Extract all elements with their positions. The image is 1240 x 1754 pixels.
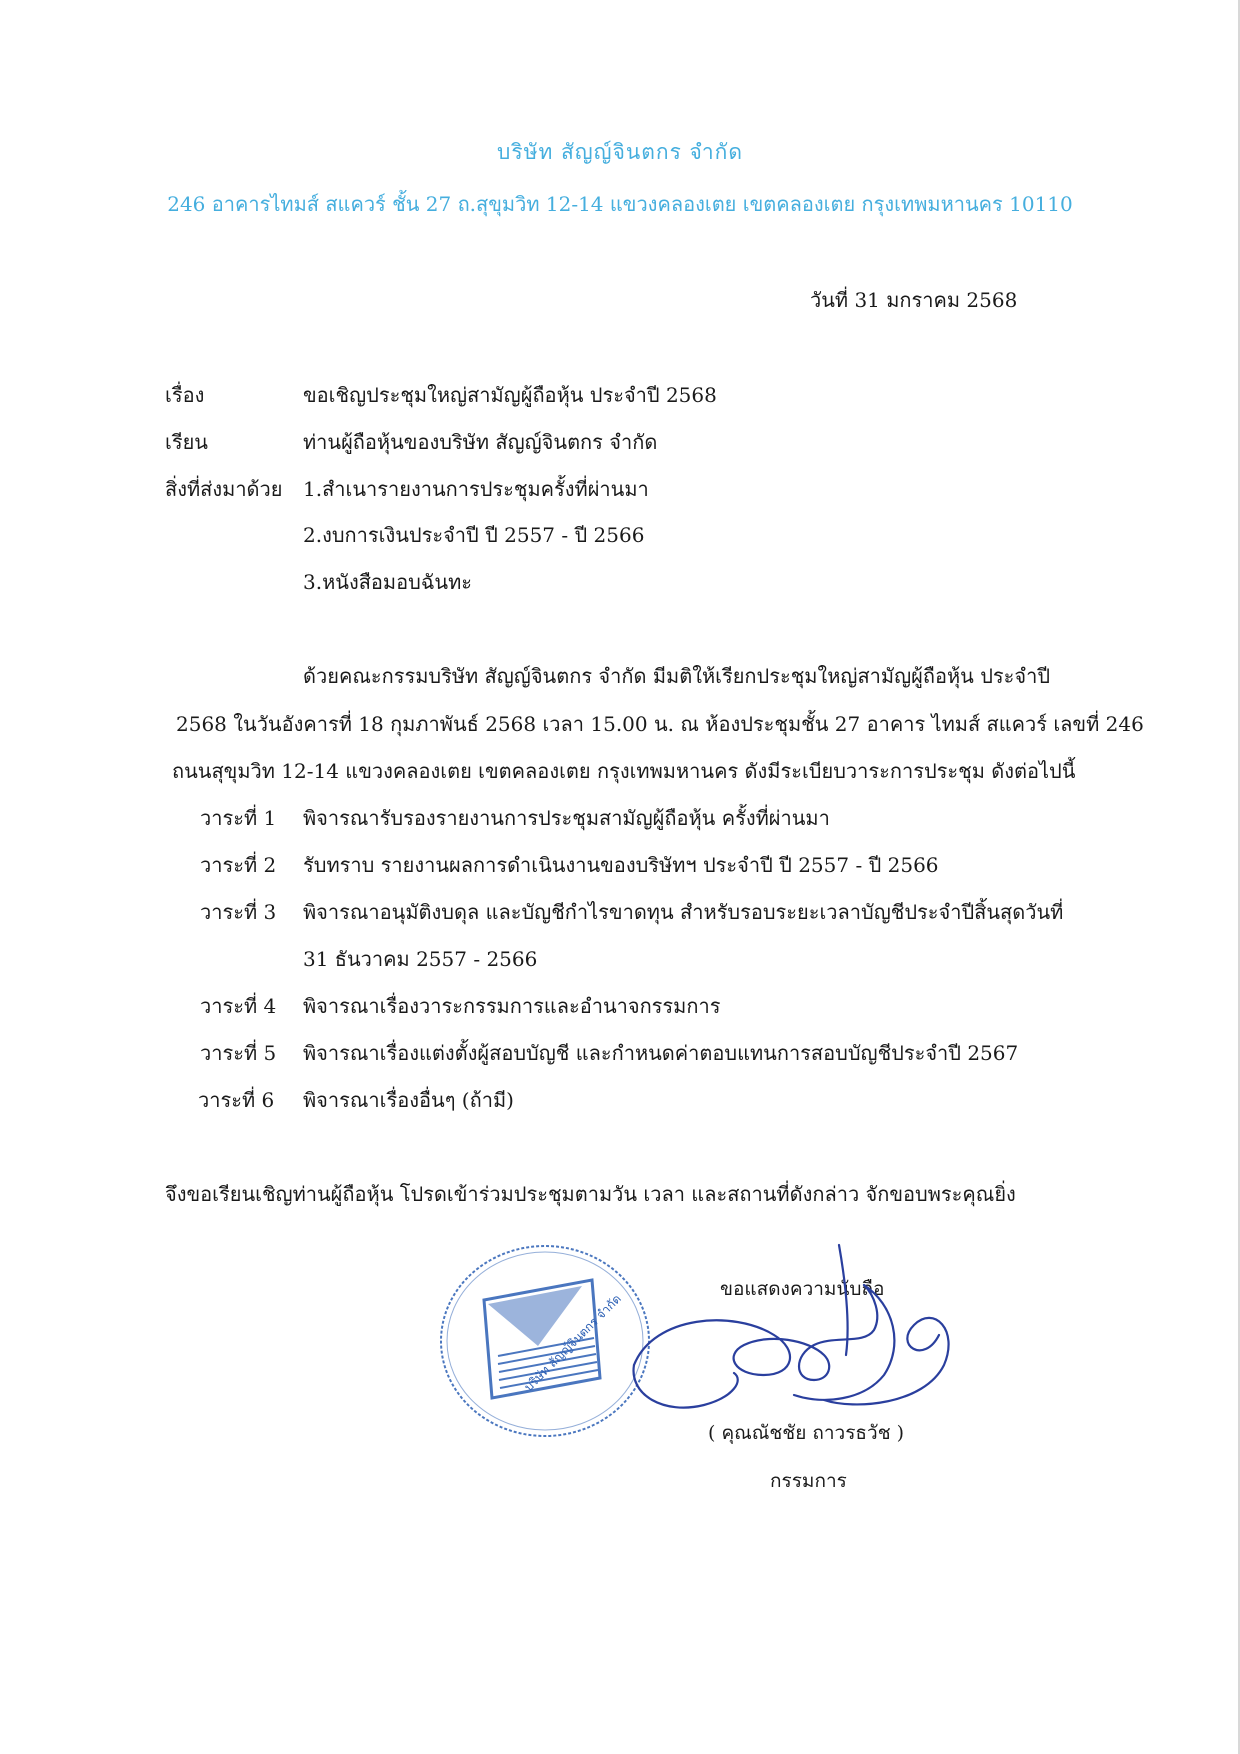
signoff-salutation: ขอแสดงความนับถือ [720,1278,885,1300]
body-line: ด้วยคณะกรรมบริษัท สัญญ์จินตกร จำกัด มีมติให้เรียกประชุมใหญ่สามัญผู้ถือหุ้น ประจำปี [303,664,1051,688]
agenda-text: พิจารณาเรื่องวาระกรรมการและอำนาจกรรมการ [303,994,721,1018]
agenda-number: วาระที่ 1 [200,806,277,830]
company-name: บริษัท สัญญ์จินตกร จำกัด [497,140,743,164]
enclosures-label: สิ่งที่ส่งมาด้วย [165,477,283,501]
body-line: ถนนสุขุมวิท 12-14 แขวงคลองเตย เขตคลองเตย กรุงเทพมหานคร ดังมีระเบียบวาระการประชุม ดังต่อไปนี้ [172,759,1076,783]
agenda-text: พิจารณาเรื่องอื่นๆ (ถ้ามี) [303,1088,514,1112]
signature-scribble [624,1215,960,1425]
agenda-number: วาระที่ 3 [200,900,277,924]
subject-value: ขอเชิญประชุมใหญ่สามัญผู้ถือหุ้น ประจำปี 2568 [303,383,717,407]
closing-line: จึงขอเรียนเชิญท่านผู้ถือหุ้น โปรดเข้าร่วมประชุมตามวัน เวลา และสถานที่ดังกล่าว จักขอบพระคุณยิ่ง [165,1182,1016,1206]
agenda-number: วาระที่ 4 [200,994,277,1018]
agenda-text: พิจารณาอนุมัติงบดุล และบัญชีกำไรขาดทุน สำหรับรอบระยะเวลาบัญชีประจำปีสิ้นสุดวันที่ [303,900,1064,924]
enclosure-item: 1.สำเนารายงานการประชุมครั้งที่ผ่านมา [303,477,649,501]
agenda-text: พิจารณารับรองรายงานการประชุมสามัญผู้ถือหุ้น ครั้งที่ผ่านมา [303,806,830,830]
agenda-number: วาระที่ 2 [200,853,277,877]
agenda-text-continued: 31 ธันวาคม 2557 - 2566 [303,947,538,971]
stamp-text: บริษัท สัญญ์จินตกร จำกัด [521,1291,624,1394]
subject-label: เรื่อง [165,383,205,407]
agenda-text: รับทราบ รายงานผลการดำเนินงานของบริษัทฯ ประจำปี ปี 2557 - ปี 2566 [303,853,939,877]
agenda-text: พิจารณาเรื่องแต่งตั้งผู้สอบบัญชี และกำหนดค่าตอบแทนการสอบบัญชีประจำปี 2567 [303,1041,1019,1065]
recipient-value: ท่านผู้ถือหุ้นของบริษัท สัญญ์จินตกร จำกัด [303,430,658,454]
agenda-number: วาระที่ 6 [198,1088,275,1112]
body-line: 2568 ในวันอังคารที่ 18 กุมภาพันธ์ 2568 เวลา 15.00 น. ณ ห้องประชุมชั้น 27 อาคาร ไทมส์ สแควร์ เลขที่ 246 [176,712,1144,736]
agenda-number: วาระที่ 5 [200,1041,277,1065]
enclosure-item: 2.งบการเงินประจำปี ปี 2557 - ปี 2566 [303,523,645,547]
signatory-title: กรรมการ [770,1470,847,1492]
letter-date: วันที่ 31 มกราคม 2568 [810,288,1018,312]
signatory-name: ( คุณณัชชัย ถาวรธวัช ) [708,1422,905,1444]
company-address: 246 อาคารไทมส์ สแควร์ ชั้น 27 ถ.สุขุมวิท 12-14 แขวงคลองเตย เขตคลองเตย กรุงเทพมหานคร 10110 [167,192,1073,216]
recipient-label: เรียน [165,430,208,454]
enclosure-item: 3.หนังสือมอบฉันทะ [303,570,473,594]
